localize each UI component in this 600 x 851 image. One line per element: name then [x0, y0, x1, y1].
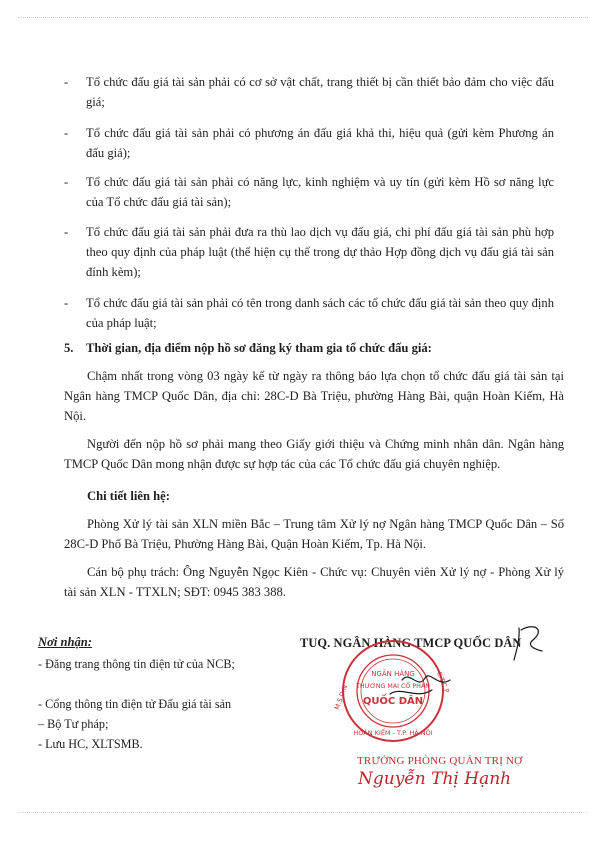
bullet-dash: -	[64, 75, 69, 89]
contact-heading: Chi tiết liên hệ:	[87, 489, 170, 503]
section-number: 5.	[64, 341, 74, 355]
svg-text:NGÂN HÀNG: NGÂN HÀNG	[371, 670, 415, 678]
recipient-item: - Đăng trang thông tin điện tử của NCB;	[38, 657, 235, 671]
signing-organization: TUQ. NGÂN HÀNG TMCP QUỐC DÂN	[300, 636, 522, 650]
bullet-dash: -	[64, 296, 69, 310]
bullet-dash: -	[64, 175, 69, 189]
recipient-item: - Lưu HC, XLTSMB.	[38, 737, 143, 751]
requirement-text: Tổ chức đấu giá tài sản phải đưa ra thù lao dịch vụ đấu giá, chi phí đấu giá tài sản phù hợp theo quy định của pháp luật (thể hiện cụ thể trong dự thảo Hợp đồng dịch vụ đấu giá tài sản đính kèm);	[86, 225, 554, 279]
requirement-text: Tổ chức đấu giá tài sản phải có phương án đấu giá khả thi, hiệu quả (gửi kèm Phương án đấu giá);	[86, 126, 554, 160]
contact-address: Phòng Xử lý tài sản XLN miền Bắc – Trung tâm Xử lý nợ Ngân hàng TMCP Quốc Dân – Số 28C-D Phố Bà Triệu, Phường Hàng Bài, Quận Hoàn Kiếm, Tp. Hà Nội.	[64, 517, 564, 551]
bullet-dash: -	[64, 225, 69, 239]
contact-person: Cán bộ phụ trách: Ông Nguyễn Ngọc Kiên - Chức vụ: Chuyên viên Xử lý nợ - Phòng Xử lý tài sản XLN - TTXLN; SĐT: 0945 383 388.	[64, 565, 564, 599]
bottom-divider	[18, 812, 588, 813]
company-seal	[343, 641, 443, 741]
requirement-text: Tổ chức đấu giá tài sản phải có cơ sở vật chất, trang thiết bị cần thiết bảo đảm cho việc đấu giá;	[86, 75, 554, 109]
signer-name: Nguyễn Thị Hạnh	[358, 769, 512, 789]
svg-text:M.S.D.N: M.S.D.N	[332, 683, 350, 711]
recipient-item: - Cổng thông tin điện tử Đấu giá tài sản – Bộ Tư pháp;	[38, 697, 232, 731]
submission-paragraph: Chậm nhất trong vòng 03 ngày kể từ ngày ra thông báo lựa chọn tổ chức đấu giá tài sản tại Ngân hàng TMCP Quốc Dân, địa chỉ: 28C-D Bà Triệu, phường Hàng Bài, quận Hoàn Kiếm, Hà Nội.	[64, 369, 564, 423]
requirements-paragraph: Người đến nộp hồ sơ phải mang theo Giấy giới thiệu và Chứng minh nhân dân. Ngân hàng TMCP Quốc Dân mong nhận được sự hợp tác của các Tổ chức đấu giá chuyên nghiệp.	[64, 437, 564, 471]
svg-text:HOÀN KIẾM - T.P. HÀ NỘI: HOÀN KIẾM - T.P. HÀ NỘI	[353, 729, 433, 737]
requirement-text: Tổ chức đấu giá tài sản phải có tên trong danh sách các tổ chức đấu giá tài sản theo quy định của pháp luật;	[86, 296, 554, 330]
section-title: Thời gian, địa điểm nộp hồ sơ đăng ký tham gia tổ chức đấu giá:	[86, 341, 432, 355]
requirement-text: Tổ chức đấu giá tài sản phải có năng lực, kinh nghiệm và uy tín (gửi kèm Hồ sơ năng lực của Tổ chức đấu giá tài sản);	[86, 175, 554, 209]
svg-text:QUỐC DÂN: QUỐC DÂN	[362, 696, 424, 707]
svg-text:C.T.C.P: C.T.C.P	[434, 670, 451, 695]
signer-title: TRƯỞNG PHÒNG QUẢN TRỊ NỢ	[357, 755, 523, 767]
bullet-dash: -	[64, 126, 69, 140]
svg-text:THƯƠNG MẠI CỔ PHẦN: THƯƠNG MẠI CỔ PHẦN	[356, 683, 430, 690]
recipients-heading: Nơi nhận:	[38, 635, 93, 649]
